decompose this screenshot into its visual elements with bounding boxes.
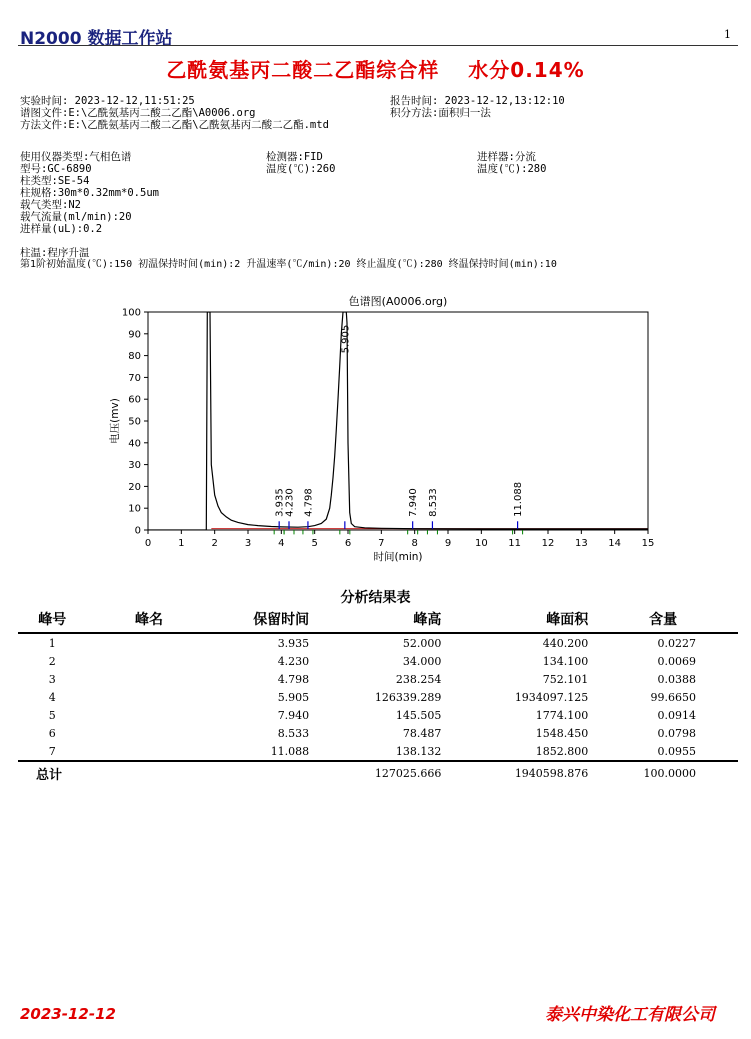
peak-label: 8.533 — [427, 488, 439, 517]
cell-retention-time: 7.940 — [277, 708, 310, 722]
x-tick-label: 2 — [211, 538, 218, 549]
header-peak-name: 峰名 — [86, 607, 211, 633]
cell-peak-height: 238.254 — [395, 672, 442, 686]
x-tick-label: 1 — [178, 538, 185, 549]
injector: 进样器:分流 — [477, 151, 536, 163]
table-row — [18, 706, 738, 724]
total-empty-rt — [212, 761, 310, 784]
page-number: 1 — [724, 28, 731, 41]
cell-peak-area: 1774.100 — [535, 708, 589, 722]
total-empty-name — [86, 761, 211, 784]
results-table-title: 分析结果表 — [340, 590, 411, 606]
cell-peak-height: 34.000 — [402, 654, 442, 668]
x-tick-label: 5 — [311, 538, 318, 549]
y-tick-label: 40 — [128, 438, 141, 450]
y-tick-label: 30 — [128, 460, 141, 472]
y-tick-label: 60 — [128, 394, 141, 406]
x-axis-label: 时间(min) — [373, 551, 423, 563]
cell-peak-area: 134.100 — [542, 654, 589, 668]
cell-peak-no: 2 — [48, 654, 56, 668]
x-tick-label: 6 — [344, 538, 352, 549]
cell-retention-time: 5.905 — [277, 690, 310, 704]
y-axis-label: 电压(mv) — [109, 398, 121, 444]
cell-peak-area: 1934097.125 — [514, 690, 589, 704]
cell-content: 0.0914 — [657, 708, 696, 722]
cell-peak-area: 1548.450 — [535, 726, 589, 740]
cell-peak-name — [86, 724, 211, 742]
total-height: 127025.666 — [309, 761, 441, 784]
cell-retention-time: 4.798 — [277, 672, 310, 686]
cell-content: 0.0955 — [657, 744, 696, 758]
cell-retention-time: 11.088 — [270, 744, 310, 758]
x-tick-label: 0 — [144, 538, 152, 549]
spectrum-file: 谱图文件:E:\乙酰氨基丙二酸二乙酯\A0006.org — [20, 107, 256, 119]
total-content: 100.0000 — [588, 761, 738, 784]
cell-peak-height: 138.132 — [395, 744, 442, 758]
instrument-type: 使用仪器类型:气相色谱 — [20, 151, 132, 163]
instrument-model: 型号:GC-6890 — [20, 163, 92, 175]
header-peak-no: 峰号 — [18, 607, 86, 633]
detector: 检测器:FID — [266, 151, 323, 163]
peak-label: 11.088 — [513, 481, 525, 517]
footer-date: 2023-12-12 — [20, 1005, 116, 1023]
total-row — [18, 761, 738, 784]
cell-peak-height: 52.000 — [402, 636, 442, 650]
x-tick-label: 4 — [278, 538, 285, 549]
cell-peak-height: 126339.289 — [374, 690, 442, 704]
app-title: N2000 数据工作站 — [20, 29, 173, 49]
cell-peak-no: 6 — [48, 726, 56, 740]
cell-peak-height: 78.487 — [402, 726, 442, 740]
report-time: 报告时间: 2023-12-12,13:12:10 — [390, 95, 565, 107]
peak-label: 7.940 — [408, 488, 420, 517]
cell-peak-area: 1852.800 — [535, 744, 589, 758]
table-row — [18, 633, 738, 652]
cell-peak-height: 145.505 — [395, 708, 442, 722]
y-tick-label: 100 — [121, 307, 141, 319]
cell-peak-no: 3 — [48, 672, 56, 686]
total-area: 1940598.876 — [441, 761, 588, 784]
peak-label: 4.230 — [284, 488, 296, 517]
exp-time: 实验时间: 2023-12-12,11:51:25 — [20, 95, 195, 107]
cell-peak-no: 4 — [48, 690, 56, 704]
cell-peak-name — [86, 670, 211, 688]
method-file: 方法文件:E:\乙酰氨基丙二酸二乙酯\乙酰氨基丙二酸二乙酯.mtd — [20, 119, 329, 131]
cell-peak-no: 7 — [48, 744, 56, 758]
detector-temp: 温度(℃):260 — [266, 163, 336, 175]
header-peak-area: 峰面积 — [441, 607, 588, 633]
y-tick-label: 80 — [128, 351, 141, 363]
x-tick-label: 10 — [474, 538, 488, 549]
cell-retention-time: 8.533 — [277, 726, 310, 740]
table-row — [18, 742, 738, 761]
carrier-flow: 载气流量(ml/min):20 — [20, 211, 132, 223]
plot-frame — [148, 312, 648, 530]
cell-content: 0.0227 — [657, 636, 696, 650]
peak-label: 5.905 — [340, 324, 352, 354]
carrier-gas: 载气类型:N2 — [20, 199, 81, 211]
x-tick-label: 11 — [508, 538, 522, 549]
cell-peak-name — [86, 652, 211, 670]
chromatogram-chart — [100, 292, 660, 582]
header-content: 含量 — [588, 607, 738, 633]
header-peak-height: 峰高 — [309, 607, 441, 633]
x-tick-label: 7 — [378, 538, 385, 549]
column-spec: 柱规格:30m*0.32mm*0.5um — [20, 187, 159, 199]
header-retention-time: 保留时间 — [212, 607, 310, 633]
cell-retention-time: 3.935 — [277, 636, 310, 650]
x-tick-label: 8 — [411, 538, 418, 549]
peak-label: 4.798 — [303, 488, 315, 517]
cell-peak-name — [86, 633, 211, 652]
results-table — [18, 607, 738, 784]
integration-method: 积分方法:面积归一法 — [390, 107, 491, 119]
cell-content: 0.0388 — [657, 672, 696, 686]
x-tick-label: 3 — [244, 538, 252, 549]
cell-content: 0.0798 — [657, 726, 696, 740]
total-label: 总计 — [18, 761, 86, 784]
table-row — [18, 724, 738, 742]
table-row — [18, 670, 738, 688]
y-tick-label: 90 — [128, 329, 141, 341]
cell-retention-time: 4.230 — [277, 654, 310, 668]
cell-peak-name — [86, 742, 211, 761]
x-tick-label: 9 — [444, 538, 452, 549]
cell-content: 99.6650 — [650, 690, 696, 704]
injector-temp: 温度(℃):280 — [477, 163, 547, 175]
company-name: 泰兴中染化工有限公司 — [545, 1005, 715, 1025]
x-tick-label: 13 — [574, 538, 588, 549]
chromatogram-trace — [148, 312, 648, 530]
x-tick-label: 14 — [608, 538, 622, 549]
y-tick-label: 10 — [128, 503, 141, 515]
cell-peak-area: 752.101 — [542, 672, 589, 686]
x-tick-label: 12 — [541, 538, 555, 549]
y-tick-label: 70 — [128, 372, 141, 384]
y-tick-label: 20 — [128, 481, 141, 493]
table-row — [18, 688, 738, 706]
peak-label: 3.935 — [274, 488, 286, 517]
column-type: 柱类型:SE-54 — [20, 175, 90, 187]
cell-content: 0.0069 — [657, 654, 696, 668]
cell-peak-no: 5 — [48, 708, 56, 722]
y-tick-label: 0 — [134, 525, 141, 537]
y-tick-label: 50 — [128, 416, 141, 428]
table-header-row — [18, 607, 738, 633]
table-row — [18, 652, 738, 670]
header-divider — [18, 45, 738, 46]
chart-title: 色谱图(A0006.org) — [348, 295, 448, 308]
report-title: 乙酰氨基丙二酸二乙酯综合样 水分0.14% — [166, 58, 585, 82]
column-temp: 柱温:程序升温 — [20, 247, 90, 259]
cell-peak-no: 1 — [48, 636, 56, 650]
temp-program: 第1阶初始温度(℃):150 初温保持时间(min):2 升温速率(℃/min):20 终止温度(℃):280 终温保持时间(min):10 — [20, 259, 557, 270]
cell-peak-name — [86, 706, 211, 724]
cell-peak-name — [86, 688, 211, 706]
x-tick-label: 15 — [641, 538, 655, 549]
cell-peak-area: 440.200 — [542, 636, 589, 650]
inject-volume: 进样量(uL):0.2 — [20, 223, 103, 235]
